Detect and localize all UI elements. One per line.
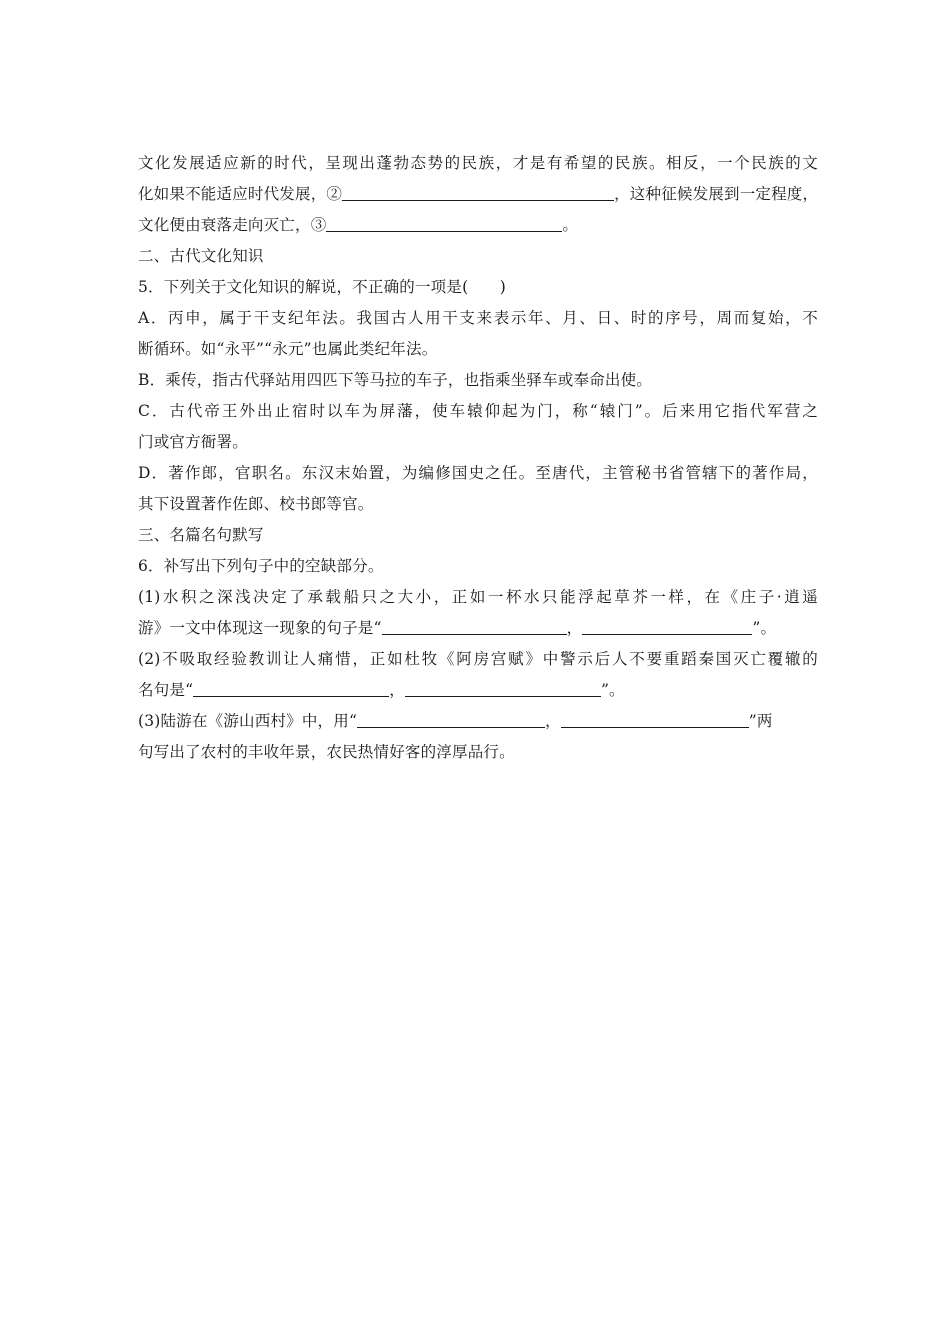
q3-line-1-tail: ”两: [748, 712, 773, 730]
q2-blank-2[interactable]: [405, 680, 601, 697]
option-b: B．乘传，指古代驿站用四匹下等马拉的车子，也指乘坐驿车或奉命出使。: [138, 371, 652, 389]
intro-line-2-tail: ，这种征候发展到一定程度，: [614, 185, 819, 203]
intro-line-3-text: 文化便由衰落走向灭亡，③: [138, 216, 327, 234]
q1-blank-2[interactable]: [582, 618, 752, 635]
q2-line-1: (2)不吸取经验教训让人痛惜，正如杜牧《阿房宫赋》中警示后人不要重蹈秦国灭亡覆辙的: [138, 650, 818, 668]
document-page: [138, 148, 818, 768]
section-heading-3: 三、名篇名句默写: [138, 526, 264, 544]
q1-line-2-text: 游》一文中体现这一现象的句子是“: [138, 619, 382, 637]
intro-line-2-text: 化如果不能适应时代发展，②: [138, 185, 343, 203]
q1-blank-1[interactable]: [382, 618, 567, 635]
q1-line-2: [138, 613, 818, 644]
option-c-line-2: 门或官方衙署。: [138, 433, 248, 451]
section-heading-2: 二、古代文化知识: [138, 247, 264, 265]
intro-line-2: [138, 179, 818, 210]
option-a-line-2: 断循环。如“永平”“永元”也属此类纪年法。: [138, 340, 438, 358]
option-d-line-2: 其下设置著作佐郎、校书郎等官。: [138, 495, 374, 513]
q3-line-1: [138, 706, 818, 737]
q1-line-2-tail: ”。: [752, 619, 777, 637]
q2-line-2: [138, 675, 818, 706]
intro-line-3-tail: 。: [562, 216, 579, 234]
q3-line-1-text: (3)陆游在《游山西村》中，用“: [138, 712, 358, 730]
option-c-line-1: C．古代帝王外出止宿时以车为屏藩，使车辕仰起为门，称“辕门”。后来用它指代军营之: [138, 402, 818, 420]
q3-separator: ，: [545, 712, 561, 730]
q3-line-2: 句写出了农村的丰收年景，农民热情好客的淳厚品行。: [138, 743, 515, 761]
intro-line-1: 文化发展适应新的时代，呈现出蓬勃态势的民族，才是有希望的民族。相反，一个民族的文: [138, 154, 818, 172]
q2-blank-1[interactable]: [193, 680, 389, 697]
q3-blank-1[interactable]: [357, 711, 545, 728]
q1-separator: ，: [566, 619, 583, 637]
q1-line-1: (1)水积之深浅决定了承载船只之大小，正如一杯水只能浮起草芥一样，在《庄子·逍遥: [138, 588, 818, 606]
option-d-line-1: D．著作郎，官职名。东汉末始置，为编修国史之任。至唐代，主管秘书省管辖下的著作局，: [138, 464, 818, 482]
question-6: 6．补写出下列句子中的空缺部分。: [138, 557, 384, 575]
question-5: 5．下列关于文化知识的解说，不正确的一项是( ): [138, 278, 506, 296]
q3-blank-2[interactable]: [561, 711, 749, 728]
q2-line-2-text: 名句是“: [138, 681, 194, 699]
q2-line-2-tail: ”。: [600, 681, 625, 699]
intro-line-3: [138, 210, 818, 241]
option-a-line-1: A．丙申，属于干支纪年法。我国古人用干支来表示年、月、日、时的序号，周而复始，不: [138, 309, 818, 327]
answer-blank-2[interactable]: [342, 184, 614, 201]
answer-blank-3[interactable]: [326, 215, 562, 232]
q2-separator: ，: [389, 681, 405, 699]
